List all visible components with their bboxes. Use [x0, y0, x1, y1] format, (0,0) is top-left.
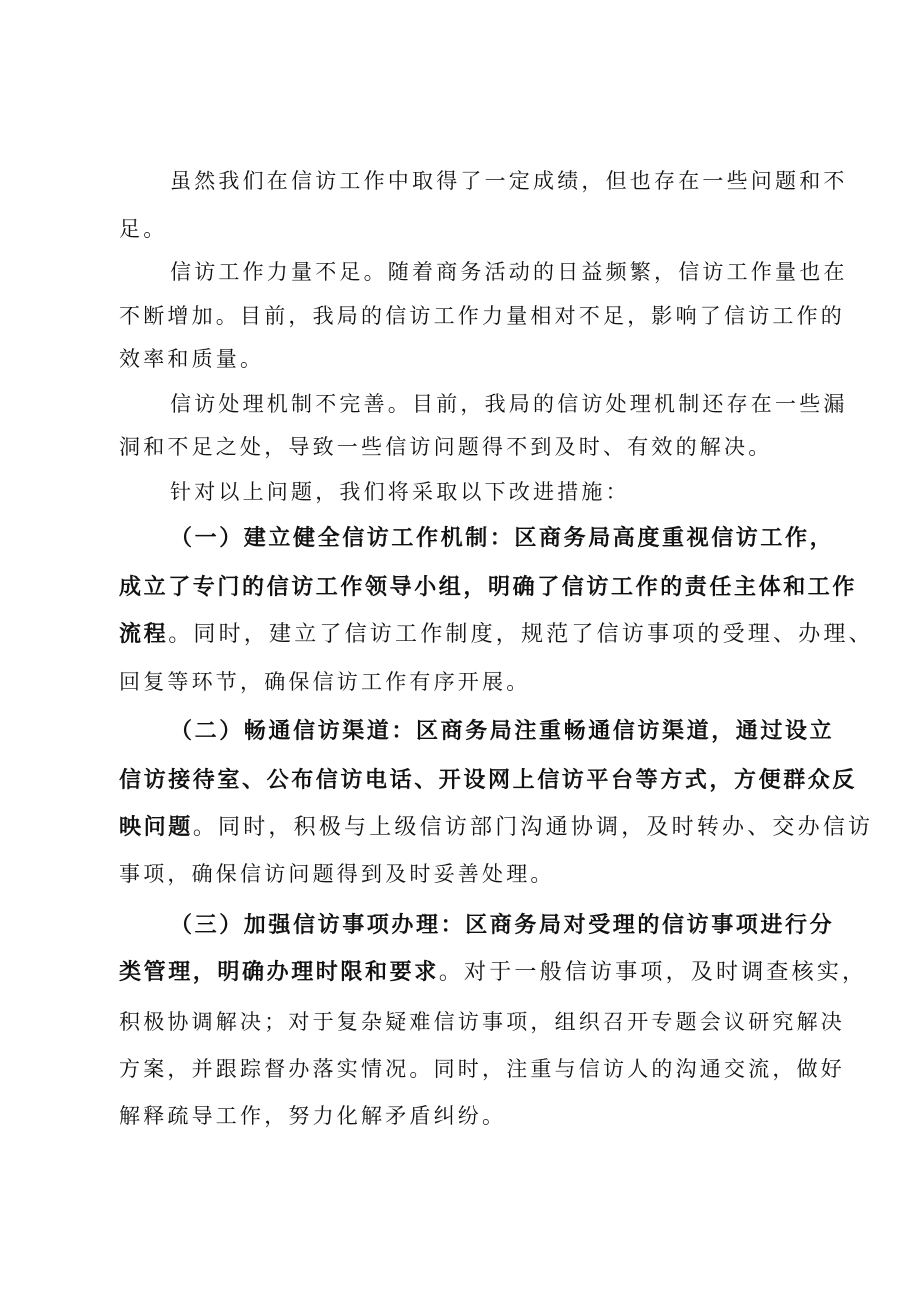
text-line: 信访工作力量不足。随着商务活动的日益频繁，信访工作量也在	[170, 260, 848, 284]
text-line: 虽然我们在信访工作中取得了一定成绩，但也存在一些问题和不	[170, 169, 848, 193]
measure-heading: （三）加强信访事项办理：区商务局对受理的信访事项进行分	[170, 912, 835, 938]
text-line: 解释疏导工作，努力化解矛盾纠纷。	[119, 1104, 507, 1128]
regular-segment: 。同时，积极与上级信访部门沟通协调，及时转办、交办信访	[192, 815, 874, 840]
text-line-mixed	[119, 619, 874, 650]
text-line: 足。	[119, 217, 168, 241]
text-line-bold: 信访接待室、公布信访电话、开设网上信访平台等方式，方便群众反	[119, 767, 858, 793]
text-line-mixed	[119, 812, 873, 843]
measure-heading: （二）畅通信访渠道：区商务局注重畅通信访渠道，通过设立	[170, 718, 835, 744]
bold-segment: 类管理，明确办理时限和要求	[119, 959, 439, 985]
regular-segment: 。同时，建立了信访工作制度，规范了信访事项的受理、办理、	[168, 622, 874, 647]
text-line: 方案，并跟踪督办落实情况。同时，注重与信访人的沟通交流，做好	[119, 1057, 845, 1081]
measure-heading: （一）建立健全信访工作机制：区商务局高度重视信访工作，	[170, 525, 835, 551]
text-line: 针对以上问题，我们将采取以下改进措施：	[170, 480, 630, 504]
text-line: 效率和质量。	[119, 347, 265, 371]
bold-segment: 流程	[119, 621, 169, 647]
bold-segment: 映问题	[119, 814, 193, 840]
text-line: 事项，确保信访问题得到及时妥善处理。	[119, 862, 555, 886]
text-line: 不断增加。目前，我局的信访工作力量相对不足，影响了信访工作的	[119, 304, 845, 328]
text-line: 信访处理机制不完善。目前，我局的信访处理机制还存在一些漏	[170, 392, 848, 416]
text-line-bold: 成立了专门的信访工作领导小组，明确了信访工作的责任主体和工作	[119, 574, 858, 600]
text-line: 洞和不足之处，导致一些信访问题得不到及时、有效的解决。	[119, 435, 773, 459]
text-line: 回复等环节，确保信访工作有序开展。	[119, 670, 531, 694]
text-line: 积极协调解决；对于复杂疑难信访事项，组织召开专题会议研究解决	[119, 1010, 845, 1034]
regular-segment: 。对于一般信访事项，及时调查核实，	[438, 960, 868, 985]
text-line-mixed	[119, 957, 867, 988]
